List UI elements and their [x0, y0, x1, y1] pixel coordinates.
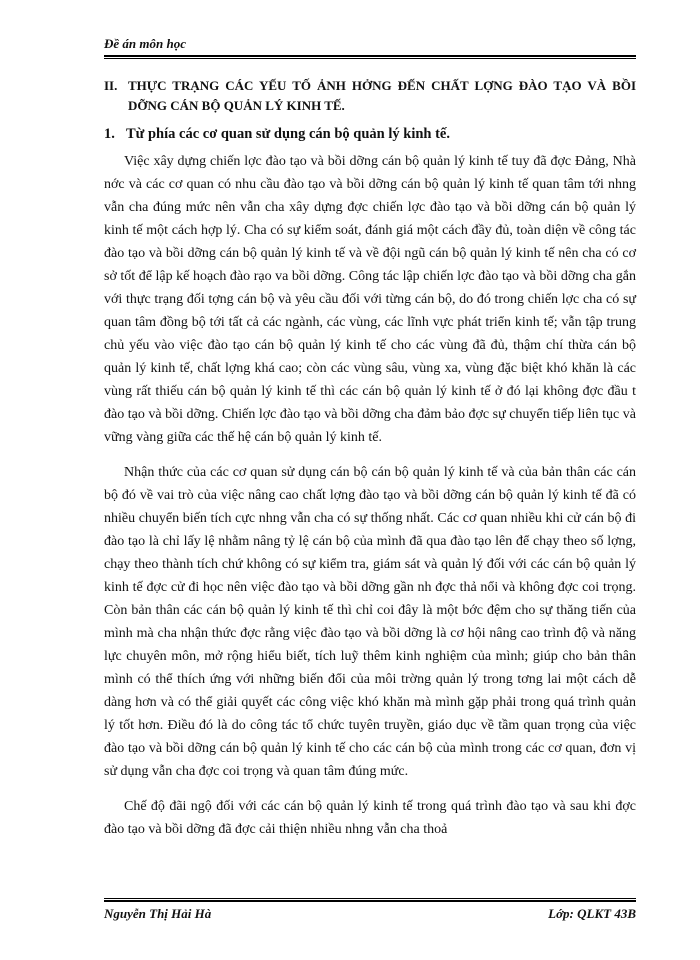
- paragraph: Việc xây dựng chiến lợc đào tạo và bồi dỡng cán bộ quản lý kinh tế tuy đã đợc Đảng, Nhà nớc và các cơ quan có nhu cầu đào tạo và bồi dỡng cán bộ quản lý kinh tế quan tâm tới nhng vẫn cha đúng mức nên vẫn cha xây dựng đợc chiến lợc đào tạo và bồi dỡng cán bộ quản lý kinh tế một cách hợp lý. Cha có sự kiểm soát, đánh giá một cách đầy đủ, toàn diện về công tác đào tạo và bồi dỡng cán bộ quản lý kinh tế và về đội ngũ cán bộ quản lý kinh tế nên cha có cơ sở tốt để lập kế hoạch đào rạo va bồi dỡng. Công tác lập chiến lợc đào tạo và bồi dỡng cha gắn với thực trạng đối tợng cán bộ và yêu cầu đối với từng cán bộ, do đó trong chiến lợc cha có sự quan tâm đồng bộ tới tất cả các ngành, các vùng, các lĩnh vực phát triển kinh tế; vẫn tập trung chủ yếu vào việc đào tạo cán bộ quản lý kinh tế cho các vùng đã đủ, thậm chí thừa cán bộ quản lý kinh tế, chất lợng khá cao; còn các vùng sâu, vùng xa, vùng đặc biệt khó khăn là các vùng rất thiếu cán bộ quản lý kinh tế thì các cán bộ quản lý kinh tế ở đó lại không đợc đầu t đào tạo và bồi dỡng. Chiến lợc đào tạo và bồi dỡng cha đảm bảo đợc sự chuyển tiếp liên tục và vững vàng giữa các thế hệ cán bộ quản lý kinh tế.: [104, 154, 636, 445]
- footer-author: Nguyễn Thị Hải Hà: [104, 906, 212, 921]
- section-number: II.: [104, 78, 118, 93]
- body-text: [104, 150, 636, 853]
- section-heading: [104, 76, 636, 116]
- subsection-heading: [104, 124, 636, 144]
- header-rule: [104, 55, 636, 59]
- paragraph: Chế độ đãi ngộ đối với các cán bộ quản lý kinh tế trong quá trình đào tạo và sau khi đợc đào tạo và bồi dỡng đã đợc cải thiện nhiều nhng vẫn cha thoả: [104, 799, 636, 837]
- paragraph: Nhận thức của các cơ quan sử dụng cán bộ cán bộ quản lý kinh tế và của bản thân các cán bộ đó về vai trò của việc nâng cao chất lợng đào tạo và bồi dỡng cán bộ quản lý kinh tế đã có nhiều chuyển biến tích cực nhng vẫn cha có sự thống nhất. Các cơ quan nhiều khi cử cán bộ đi đào tạo là chỉ lấy lệ nhằm nâng tỷ lệ cán bộ của mình đã qua đào tạo lên để chạy theo số lợng, chạy theo thành tích chứ không có sự kiểm tra, giám sát và quản lý đối với các cán bộ quản lý kinh tế đợc cử đi học nên việc đào tạo và bồi dỡng gần nh đợc thả nổi và không đợc coi trọng. Còn bản thân các cán bộ quản lý kinh tế thì chỉ coi đây là một bớc đệm cho sự thăng tiến của mình mà cha nhận thức đợc rằng việc đào tạo và bồi dỡng là cơ hội nâng cao trình độ và năng lực chuyên môn, mở rộng hiểu biết, tích luỹ thêm kinh nghiệm của mình; giúp cho bản thân mình có thể thích ứng với những biến đổi của môi trờng quản lý trong tơng lai một cách dễ dàng hơn và có thể giải quyết các công việc khó khăn mà mình gặp phải trong quá trình quản lý tốt hơn. Điều đó là do công tác tổ chức tuyên truyền, giáo dục về tầm quan trọng của việc đào tạo và bồi dỡng cán bộ quản lý kinh tế cho các cán bộ của mình trong các cơ quan, đơn vị sử dụng vẫn cha đợc coi trọng và quan tâm đúng mức.: [104, 465, 636, 779]
- subsection-number: 1.: [104, 126, 115, 142]
- running-header: Đề án môn học: [104, 36, 186, 51]
- section-title: THỰC TRẠNG CÁC YẾU TỐ ẢNH HỞNG ĐẾN CHẤT LỢNG ĐÀO TẠO VÀ BỒI DỠNG CÁN BỘ QUẢN LÝ KINH TẾ.: [128, 78, 636, 113]
- subsection-title: Từ phía các cơ quan sử dụng cán bộ quản lý kinh tế.: [126, 126, 450, 142]
- footer-rule: [104, 898, 636, 902]
- footer-class: Lớp: QLKT 43B: [548, 906, 636, 921]
